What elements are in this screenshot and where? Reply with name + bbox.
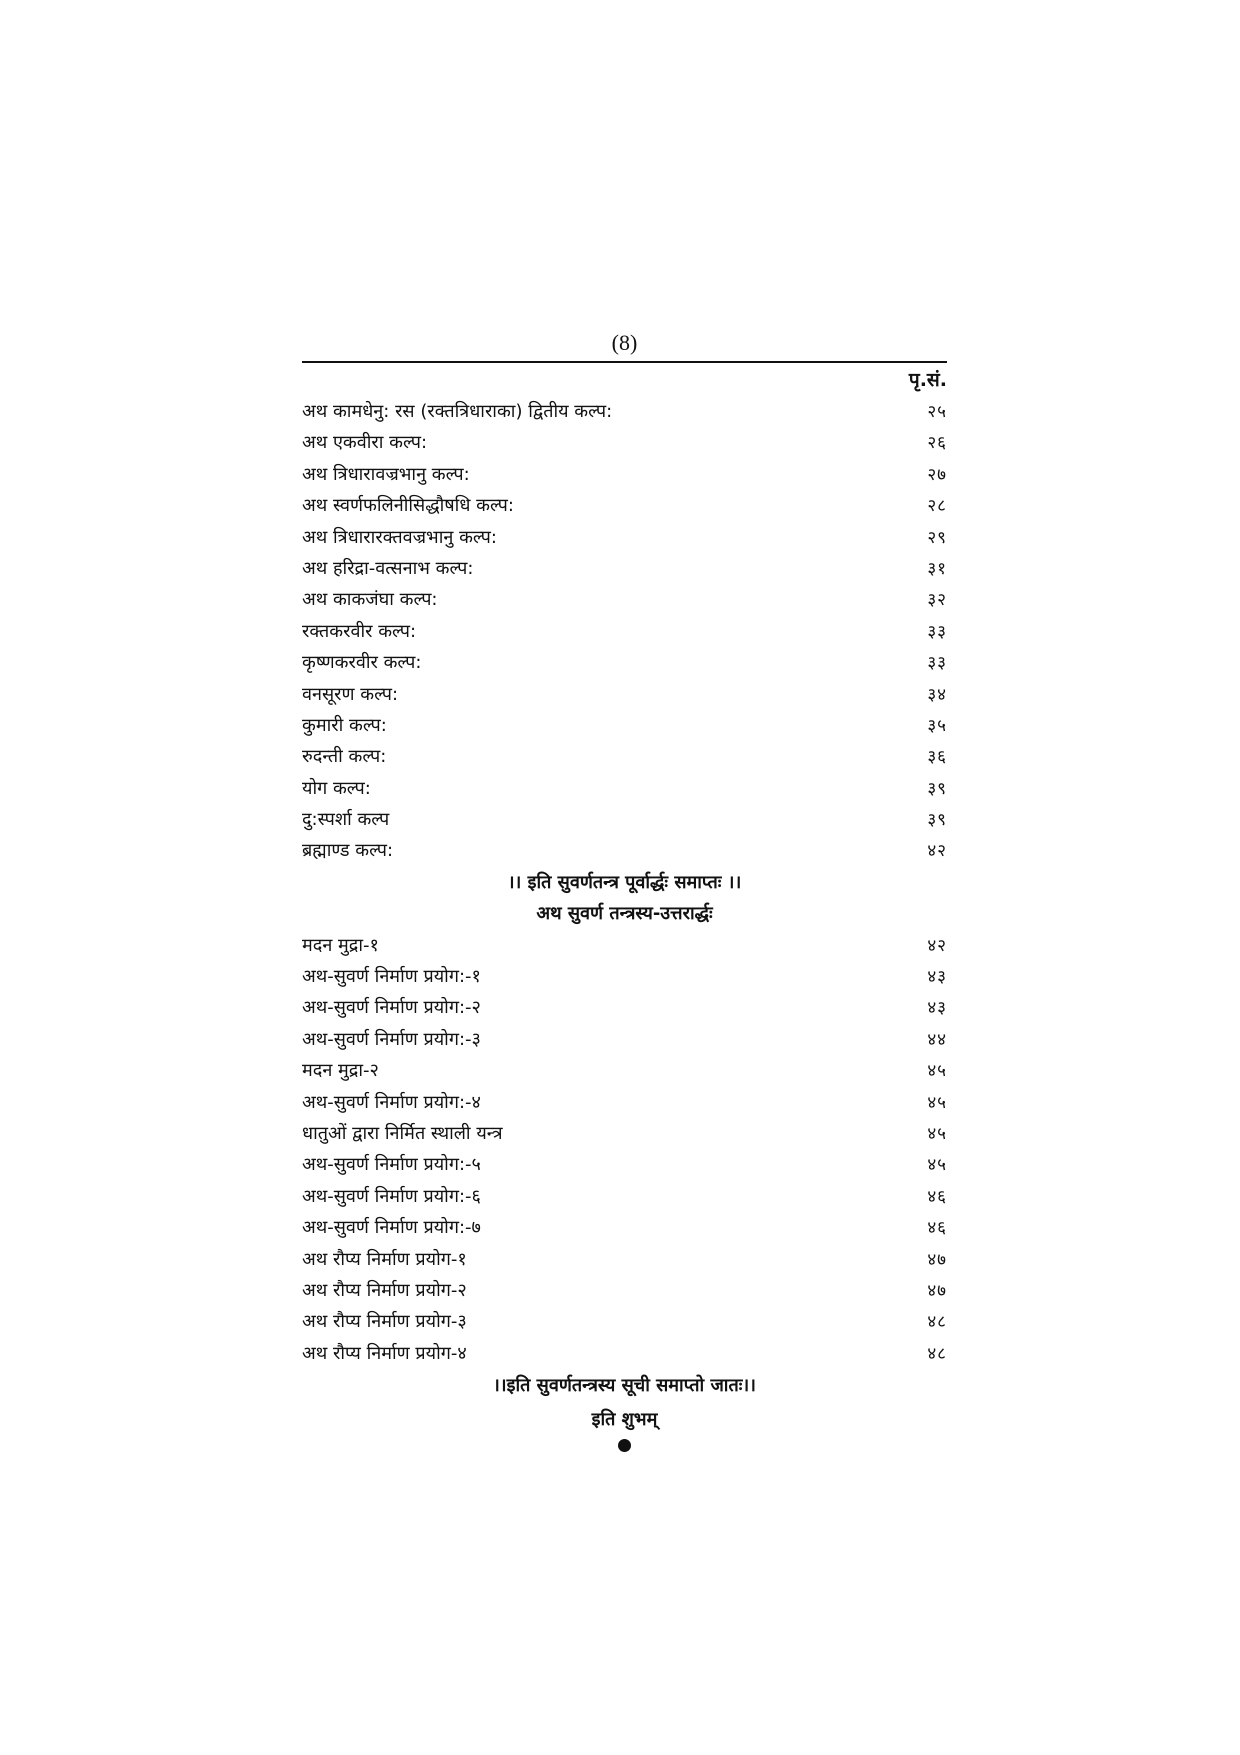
index-entry <box>302 804 947 835</box>
end-bullet-icon <box>618 1439 631 1452</box>
index-entry <box>302 961 947 992</box>
index-entry <box>302 1275 947 1306</box>
entry-title: अथ रौप्य निर्माण प्रयोग-३ <box>302 1311 467 1333</box>
index-entry <box>302 616 947 647</box>
index-entry <box>302 992 947 1023</box>
entry-title: धातुओं द्वारा निर्मित स्थाली यन्त्र <box>302 1122 503 1144</box>
index-entry <box>302 1212 947 1243</box>
entry-page: ३२ <box>927 590 947 611</box>
index-entry <box>302 490 947 521</box>
index-entry <box>302 1055 947 1086</box>
index-entry <box>302 835 947 866</box>
entry-title: रुदन्ती कल्प: <box>302 746 387 768</box>
entry-page: ३६ <box>927 747 947 768</box>
index-entry <box>302 930 947 961</box>
entry-page: २९ <box>927 527 947 548</box>
index-entry <box>302 553 947 584</box>
entry-title: अथ-सुवर्ण निर्माण प्रयोग:-३ <box>302 1028 481 1050</box>
index-entry <box>302 427 947 458</box>
entry-page: ३१ <box>927 558 947 579</box>
index-entry <box>302 679 947 710</box>
entry-page: २७ <box>927 464 947 485</box>
index-entry <box>302 459 947 490</box>
entry-page: ४५ <box>927 1155 947 1176</box>
index-entry <box>302 710 947 741</box>
page-column-header: पृ.सं. <box>908 369 947 391</box>
part1-end-line: ।। इति सुवर्णतन्त्र पूर्वार्द्धः समाप्तः ।। <box>507 871 742 893</box>
entry-title: अथ रौप्य निर्माण प्रयोग-२ <box>302 1279 467 1301</box>
entry-page: ४८ <box>927 1343 947 1364</box>
entry-title: अथ रौप्य निर्माण प्रयोग-१ <box>302 1248 467 1270</box>
index-entry <box>302 773 947 804</box>
index-end-line: ।।इति सुवर्णतन्त्रस्य सूची समाप्तो जातः।। <box>492 1375 757 1397</box>
header-rule <box>302 361 947 363</box>
index-entry <box>302 647 947 678</box>
entry-page: ३३ <box>927 653 947 674</box>
entry-title: अथ हरिद्रा-वत्सनाभ कल्प: <box>302 557 474 579</box>
entry-page: ४५ <box>927 1123 947 1144</box>
entry-title: अथ कामधेनु: रस (रक्तत्रिधाराका) द्वितीय कल्प: <box>302 401 613 422</box>
entry-page: ३३ <box>927 621 947 642</box>
entry-title: अथ-सुवर्ण निर्माण प्रयोग:-२ <box>302 997 481 1019</box>
index-page <box>302 330 947 1452</box>
entry-page: २५ <box>927 402 947 422</box>
index-entry <box>302 1306 947 1337</box>
entry-page: ४२ <box>927 935 947 956</box>
index-entry <box>302 1181 947 1212</box>
entry-page: ४५ <box>927 1061 947 1082</box>
entry-title: अथ स्वर्णफलिनीसिद्धौषधि कल्प: <box>302 495 514 517</box>
index-entry <box>302 584 947 615</box>
entry-page: ४३ <box>927 998 947 1019</box>
entry-page: ४६ <box>927 1218 947 1239</box>
entry-page: २६ <box>927 433 947 454</box>
entry-page: ३९ <box>927 778 947 799</box>
entry-title: ब्रह्माण्ड कल्प: <box>302 840 394 862</box>
entry-page: ३९ <box>927 810 947 831</box>
index-entry <box>302 1338 947 1369</box>
part2-list <box>302 930 947 1369</box>
entry-page: ४३ <box>927 967 947 988</box>
index-entry <box>302 1024 947 1055</box>
entry-title: अथ-सुवर्ण निर्माण प्रयोग:-१ <box>302 966 481 988</box>
index-entry <box>302 1087 947 1118</box>
entry-title: अथ-सुवर्ण निर्माण प्रयोग:-५ <box>302 1154 481 1176</box>
entry-title: अथ-सुवर्ण निर्माण प्रयोग:-४ <box>302 1091 481 1113</box>
entry-page: २८ <box>927 496 947 517</box>
entry-page: ४५ <box>927 1092 947 1113</box>
entry-title: दु:स्पर्शा कल्प <box>302 809 390 831</box>
closing-line: इति शुभम् <box>591 1409 658 1431</box>
entry-title: रक्तकरवीर कल्प: <box>302 620 417 642</box>
part2-heading: अथ सुवर्ण तन्त्रस्य-उत्तरार्द्धः <box>536 903 713 925</box>
part1-list <box>302 396 947 867</box>
entry-page: ३४ <box>927 684 947 705</box>
entry-page: ३५ <box>927 715 947 736</box>
entry-title: वनसूरण कल्प: <box>302 683 399 705</box>
entry-title: अथ त्रिधारावज्रभानु कल्प: <box>302 463 470 485</box>
page-number: (8) <box>611 330 638 355</box>
entry-title: कृष्णकरवीर कल्प: <box>302 652 422 674</box>
entry-page: ४७ <box>927 1280 947 1301</box>
entry-page: ४४ <box>927 1029 947 1050</box>
entry-title: अथ रौप्य निर्माण प्रयोग-४ <box>302 1342 467 1364</box>
index-entry <box>302 1244 947 1275</box>
entry-title: मदन मुद्रा-१ <box>302 934 379 956</box>
entry-page: ४७ <box>927 1249 947 1270</box>
entry-page: ४६ <box>927 1186 947 1207</box>
entry-title: योग कल्प: <box>302 777 371 799</box>
entry-title: अथ त्रिधारारक्तवज्रभानु कल्प: <box>302 526 497 548</box>
index-entry <box>302 396 947 427</box>
entry-title: अथ-सुवर्ण निर्माण प्रयोग:-६ <box>302 1185 481 1207</box>
entry-page: ४२ <box>927 841 947 862</box>
entry-title: मदन मुद्रा-२ <box>302 1060 379 1082</box>
index-entry <box>302 741 947 772</box>
entry-page: ४८ <box>927 1312 947 1333</box>
entry-title: अथ-सुवर्ण निर्माण प्रयोग:-७ <box>302 1217 481 1239</box>
index-entry <box>302 1149 947 1180</box>
index-entry <box>302 1118 947 1149</box>
entry-title: अथ एकवीरा कल्प: <box>302 432 428 454</box>
entry-title: अथ काकजंघा कल्प: <box>302 589 438 611</box>
entry-title: कुमारी कल्प: <box>302 714 387 736</box>
index-entry <box>302 522 947 553</box>
